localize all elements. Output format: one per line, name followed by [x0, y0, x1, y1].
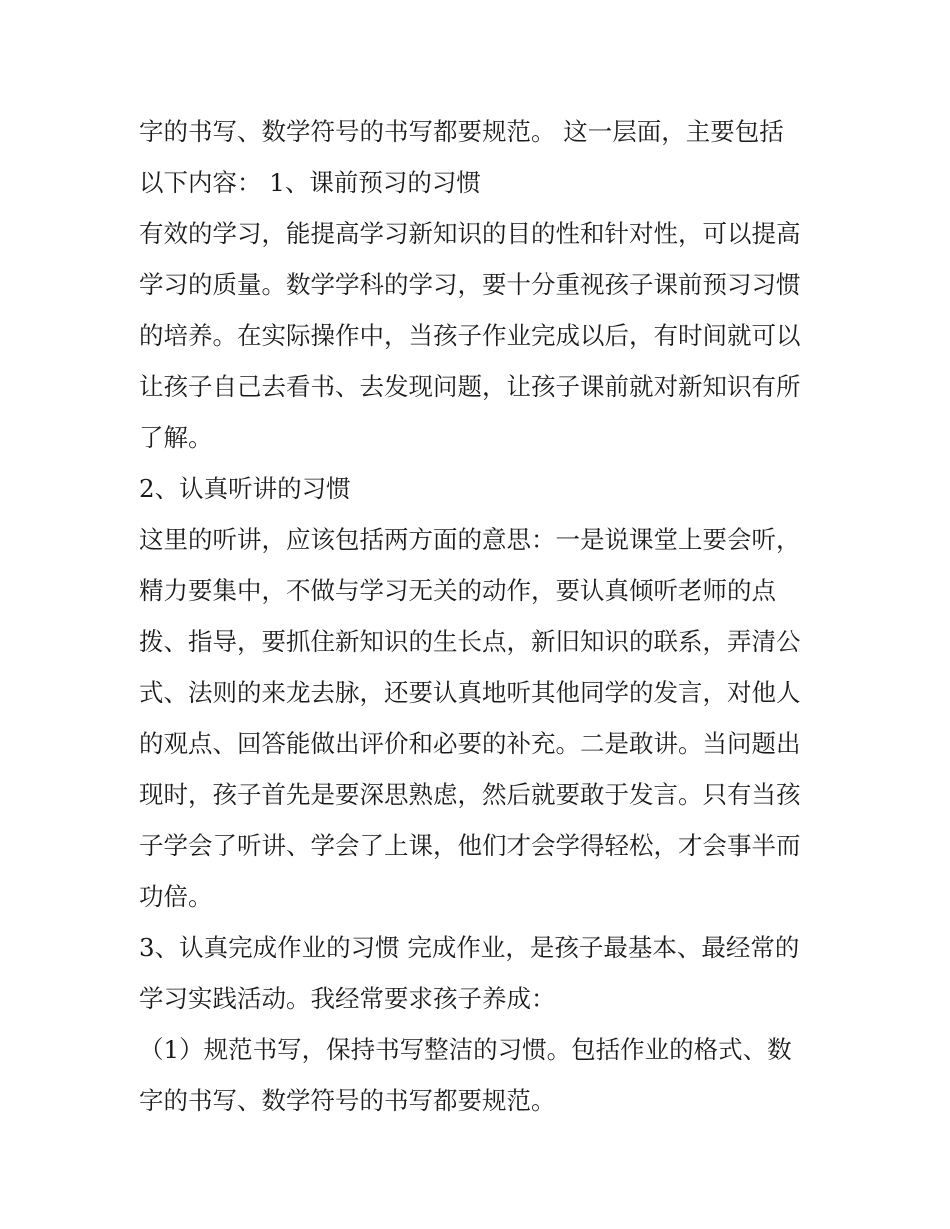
text-line-15: 子学会了听讲、学会了上课，他们才会学得轻松，才会事半而 [139, 831, 801, 860]
text-line-6: 让孩子自己去看书、去发现问题，让孩子课前就对新知识有所 [139, 372, 801, 401]
text-line-16: 功倍。 [139, 882, 213, 911]
section-heading-3: 3、认真完成作业的习惯 完成作业，是孩子最基本、最经常的 [139, 933, 800, 962]
text-line-13: 的观点、回答能做出评价和必要的补充。二是敢讲。当问题出 [139, 729, 801, 758]
text-line-4: 学习的质量。数学学科的学习，要十分重视孩子课前预习习惯 [139, 270, 801, 299]
text-line-20: 字的书写、数学符号的书写都要规范。 [139, 1086, 556, 1115]
text-line-2: 以下内容： 1、课前预习的习惯 [139, 168, 481, 197]
text-line-19: （1）规范书写，保持书写整洁的习惯。包括作业的格式、数 [139, 1035, 792, 1064]
text-line-12: 式、法则的来龙去脉，还要认真地听其他同学的发言，对他人 [139, 678, 801, 707]
document-body [139, 106, 829, 1126]
text-line-18: 学习实践活动。我经常要求孩子养成： [139, 984, 556, 1013]
text-line-3: 有效的学习，能提高学习新知识的目的性和针对性，可以提高 [139, 219, 801, 248]
text-line-11: 拨、指导，要抓住新知识的生长点，新旧知识的联系，弄清公 [139, 627, 801, 656]
text-line-10: 精力要集中，不做与学习无关的动作，要认真倾听老师的点 [139, 576, 776, 605]
text-line-5: 的培养。在实际操作中，当孩子作业完成以后，有时间就可以 [139, 321, 801, 350]
section-heading-2: 2、认真听讲的习惯 [139, 474, 351, 503]
text-line-1: 字的书写、数学符号的书写都要规范。 这一层面，主要包括 [139, 117, 784, 146]
text-line-9: 这里的听讲，应该包括两方面的意思：一是说课堂上要会听， [139, 525, 801, 554]
text-line-14: 现时，孩子首先是要深思熟虑，然后就要敢于发言。只有当孩 [139, 780, 801, 809]
text-line-7: 了解。 [139, 423, 213, 452]
